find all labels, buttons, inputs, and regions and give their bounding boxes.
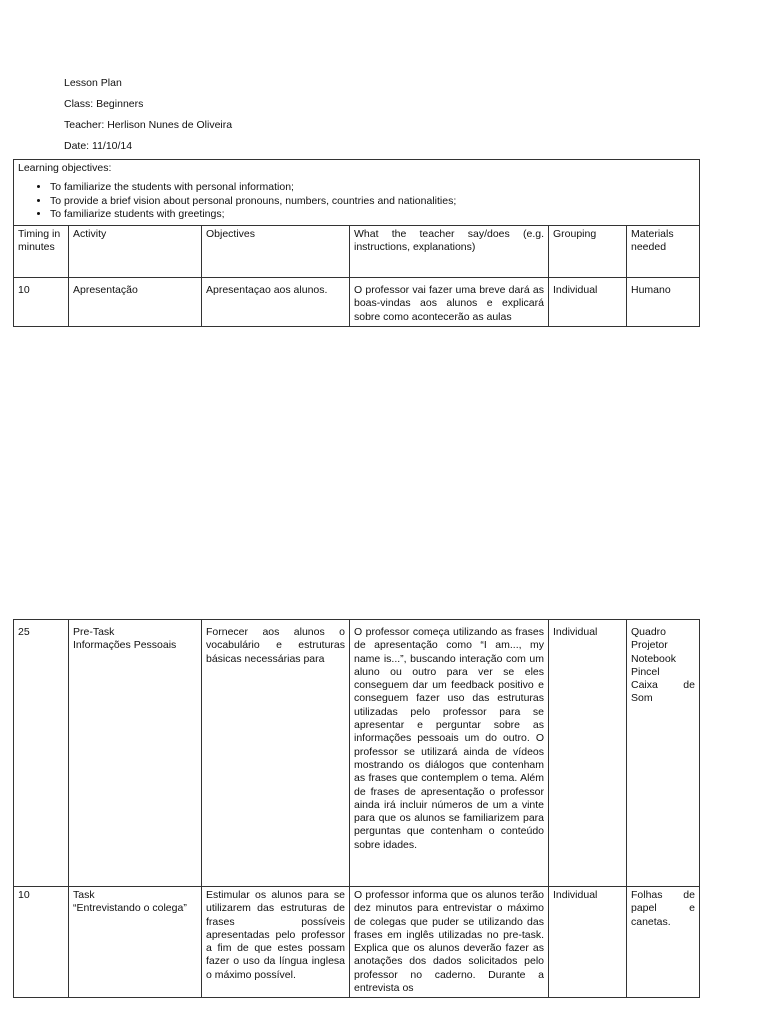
table-row — [14, 887, 700, 998]
lesson-plan-table-page1 — [13, 159, 700, 327]
row-timing: 10 — [14, 278, 69, 327]
row-grouping — [549, 620, 627, 887]
row-materials — [627, 620, 700, 887]
learning-objectives-label: Learning objectives: — [18, 162, 112, 174]
learning-objectives-list — [18, 181, 695, 221]
table-row — [14, 620, 700, 887]
date-line: Date: 11/10/14 — [64, 140, 133, 152]
objective-item: • To familiarize students with greetings; — [50, 208, 695, 221]
row-teacher-actions — [350, 620, 549, 887]
header-teacher: What the teacher say/does (e.g. instructions, explanations) — [350, 226, 549, 278]
document-header — [64, 76, 232, 160]
header-timing: Timing in minutes — [14, 226, 69, 278]
teacher-line: Teacher: Herlison Nunes de Oliveira — [64, 119, 233, 131]
row-grouping: Individual — [549, 887, 627, 998]
header-grouping: Grouping — [549, 226, 627, 278]
row-timing-value: 25 — [18, 626, 30, 638]
row-teacher-actions: O professor informa que os alunos terão dez minutos para entrevistar o máximo de colegas que puder se utilizando das frases em inglês utilizadas no pre-task. Explica que os alunos deverão fazer as anotações dos dados solicitados pelo professor no caderno. Durante a entrevista os — [350, 887, 549, 998]
row-teacher-text: O professor começa utilizando as frases de apresentação como “I am..., my name is...”, buscando interação com um aluno ou outro para ver se eles conseguem dar um feedback positivo e conseguem fazer uso das estruturas utilizadas pelo professor para se apresentar e perguntar sobre as informações pessoais um do outro. O professor se utilizará ainda de vídeos mostrando os diálogos que contenham as frases que contemplem o tema. Além de frases de apresentação o professor ainda irá incluir números de um a vinte para que os alunos se familiarizem para perguntas que contenham o conteúdo sobre idades. — [354, 626, 544, 851]
learning-objectives-cell — [14, 160, 700, 226]
material-item: Pincel — [631, 665, 660, 678]
activity-subtitle: “Entrevistando o colega” — [73, 902, 187, 915]
row-activity: Apresentação — [69, 278, 202, 327]
header-materials: Materials needed — [627, 226, 700, 278]
row-objectives — [202, 620, 350, 887]
row-timing — [14, 620, 69, 887]
header-objectives: Objectives — [202, 226, 350, 278]
row-timing: 10 — [14, 887, 69, 998]
row-grouping-value: Individual — [553, 626, 598, 638]
activity-subtitle: Informações Pessoais — [73, 639, 177, 652]
doc-title: Lesson Plan — [64, 77, 122, 89]
table-row — [14, 278, 700, 327]
row-materials: Humano — [627, 278, 700, 327]
objective-item: • To familiarize the students with personal information; — [50, 181, 695, 194]
lesson-plan-table-page2 — [13, 619, 700, 998]
table-header-row — [14, 226, 700, 278]
activity-name: Task — [73, 889, 95, 901]
row-activity — [69, 887, 202, 998]
row-objectives: Apresentaçao aos alunos. — [202, 278, 350, 327]
material-item: Caixa de Som — [631, 679, 695, 705]
row-objectives-text: Fornecer aos alunos o vocabulário e estruturas básicas necessárias para — [206, 626, 345, 665]
row-teacher-actions: O professor vai fazer uma breve dará as boas-vindas aos alunos e explicará sobre como acontecerão as aulas — [350, 278, 549, 327]
row-objectives: Estimular os alunos para se utilizarem das estruturas de frases possíveis apresentadas pelo professor a fim de que estes possam fazer o uso da língua inglesa o máximo possível. — [202, 887, 350, 998]
row-grouping: Individual — [549, 278, 627, 327]
row-materials: Folhas de papel e canetas. — [627, 887, 700, 998]
material-item: Notebook — [631, 652, 676, 665]
objective-item: • To provide a brief vision about personal pronouns, numbers, countries and nationalities; — [50, 195, 695, 208]
row-activity — [69, 620, 202, 887]
class-line: Class: Beginners — [64, 98, 144, 110]
material-item: Projetor — [631, 639, 668, 652]
header-activity: Activity — [69, 226, 202, 278]
activity-name: Pre-Task — [73, 626, 115, 638]
material-item: Quadro — [631, 626, 667, 638]
